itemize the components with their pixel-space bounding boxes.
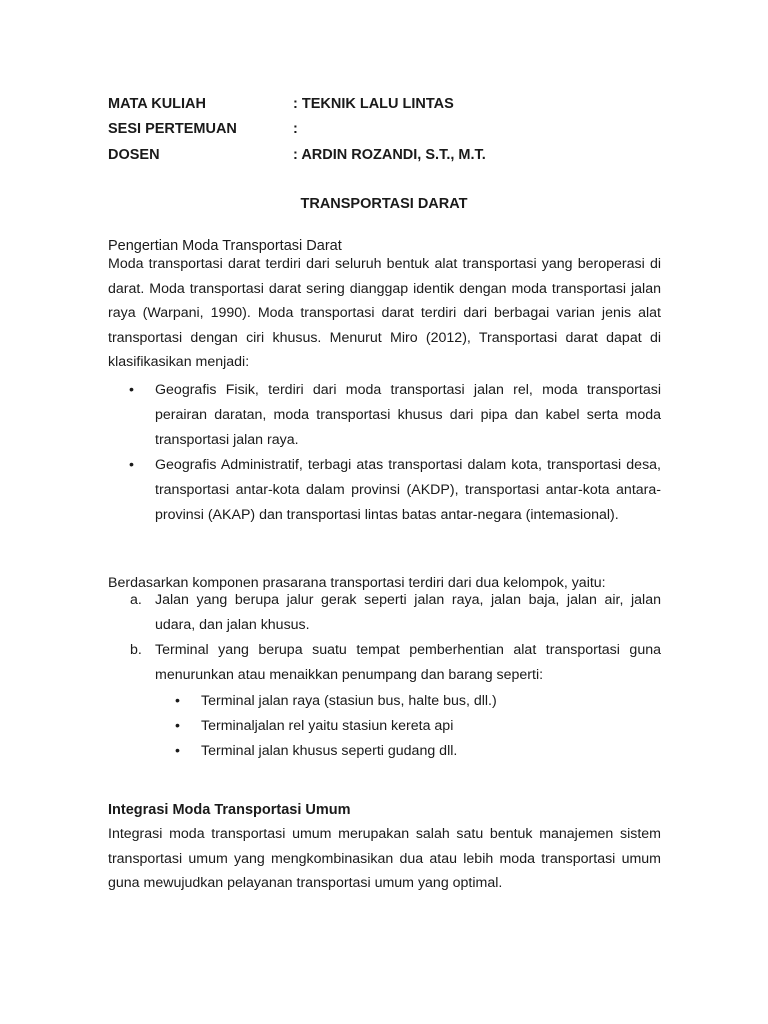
- list-item-text: Geografis Administratif, terbagi atas transportasi dalam kota, transportasi desa, transportasi antar-kota dalam provinsi (AKDP), transportasi antar-kota antara-provinsi (AKAP) dan transportasi lintas batas antar-negara (intemasional).: [155, 457, 661, 523]
- paragraph-integration: Integrasi moda transportasi umum merupakan salah satu bentuk manajemen sistem transportasi umum yang mengkombinasikan dua atau lebih moda transportasi umum guna mewujudkan pelayanan transportasi umum yang optimal.: [108, 826, 661, 892]
- list-item: [129, 453, 661, 528]
- document-title: TRANSPORTASI DARAT: [300, 196, 468, 212]
- meta-value: : ARDIN ROZANDI, S.T., M.T.: [293, 147, 486, 163]
- bullet-icon: •: [129, 382, 134, 398]
- section-heading-integration: Integrasi Moda Transportasi Umum: [108, 802, 351, 818]
- bullet-icon: •: [175, 743, 180, 759]
- paragraph-definition: Moda transportasi darat terdiri dari seluruh bentuk alat transportasi yang beroperasi di darat. Moda transportasi darat sering dianggap identik dengan moda transportasi jalan raya (Warpani, 1990). Moda transportasi darat terdiri dari berbagai varian jenis alat transportasi dengan ciri khusus. Menurut Miro (2012), Transportasi darat dapat di klasifikasikan menjadi:: [108, 256, 661, 371]
- meta-label: DOSEN: [108, 147, 160, 163]
- list-item: [175, 689, 661, 714]
- section-heading-text: Pengertian Moda Transportasi Darat: [108, 238, 342, 254]
- list-item-text: Jalan yang berupa jalur gerak seperti jalan raya, jalan baja, jalan air, jalan udara, dan jalan khusus.: [155, 592, 661, 633]
- bullet-icon: •: [175, 718, 180, 734]
- list-item-text: Terminaljalan rel yaitu stasiun kereta api: [201, 718, 454, 734]
- classification-list: [129, 378, 661, 528]
- list-marker: b.: [130, 642, 142, 658]
- paragraph-components: Berdasarkan komponen prasarana transportasi terdiri dari dua kelompok, yaitu:: [108, 575, 606, 591]
- list-item: [175, 714, 661, 739]
- meta-label: SESI PERTEMUAN: [108, 121, 237, 137]
- list-marker: a.: [130, 592, 142, 608]
- meta-value: : TEKNIK LALU LINTAS: [293, 96, 454, 112]
- component-list: [130, 588, 661, 688]
- bullet-icon: •: [175, 693, 180, 709]
- list-item-text: Terminal jalan raya (stasiun bus, halte bus, dll.): [201, 693, 497, 709]
- meta-value: :: [293, 121, 298, 137]
- meta-label: MATA KULIAH: [108, 96, 206, 112]
- list-item: [129, 378, 661, 453]
- bullet-icon: •: [129, 457, 134, 473]
- list-item: [130, 638, 661, 688]
- list-item-text: Terminal jalan khusus seperti gudang dll.: [201, 743, 458, 759]
- list-item: [175, 739, 661, 764]
- list-item-text: Terminal yang berupa suatu tempat pemberhentian alat transportasi guna menurunkan atau menaikkan penumpang dan barang seperti:: [155, 642, 661, 683]
- terminal-list: [175, 689, 661, 764]
- list-item: [130, 588, 661, 638]
- list-item-text: Geografis Fisik, terdiri dari moda transportasi jalan rel, moda transportasi perairan daratan, moda transportasi khusus dari pipa dan kabel serta moda transportasi jalan raya.: [155, 382, 661, 448]
